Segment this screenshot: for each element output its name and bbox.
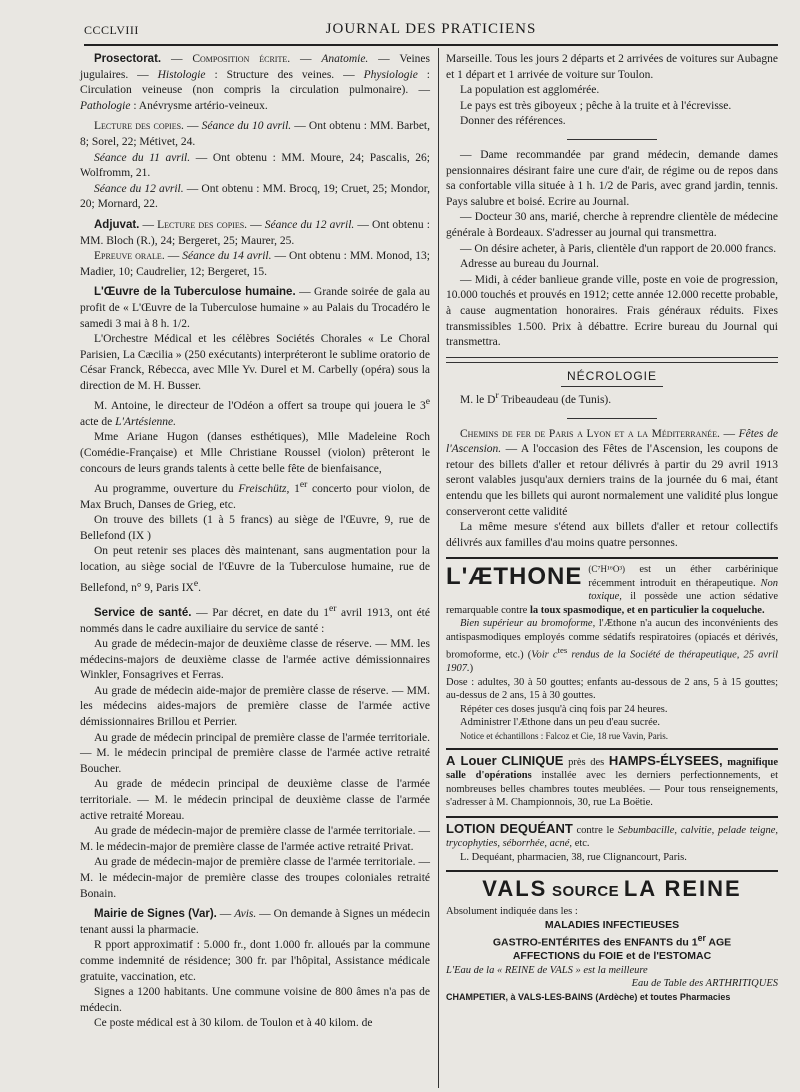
text-run: l'Æthone n'a aucun des inconvénients des antispasmodiques employés comme sédatifs respiratoires (opiacés et dérivés, bromoforme, etc.) ( — [446, 618, 778, 661]
text-run: Lecture des copies. — [94, 120, 184, 133]
text-run: L'Artésienne. — [115, 415, 177, 428]
text-run: Bien supérieur au bromoforme, — [460, 618, 596, 630]
text-run: — Ont obtenu : MM. Bloch (R.), 24; Bergeret, 25; Maurer, 25. — [80, 218, 430, 247]
clinique-advert — [446, 748, 778, 810]
text-run: Chemins de fer de Paris a Lyon et a la Méditerranée. — [460, 427, 720, 440]
text-run: Epreuve orale. — [94, 250, 165, 263]
text-run: Avis. — [234, 908, 257, 921]
text-run: Voir c — [531, 649, 558, 661]
annonce-clientele: — On désire acheter, à Paris, clientèle d'un rapport de 20.000 francs. — [460, 242, 777, 255]
text-run: Composition écrite. — [192, 53, 291, 65]
necrologie-title: NÉCROLOGIE — [561, 369, 663, 387]
vals-line5: L'Eau de la « REINE de VALS » est la meilleure — [446, 964, 648, 976]
text-run: la toux spasmodique, et en particulier la coqueluche. — [529, 604, 765, 616]
text-run: LOTION DEQUÉANT — [446, 820, 573, 836]
aethone-dose: Dose : adultes, 30 à 50 gouttes; enfants au-dessous de 2 ans, 5 à 15 gouttes; au-dessus de 2 ans, 15 à 30 gouttes. — [446, 676, 778, 702]
text-run: — Ont obtenu : MM. Brocq, 19; Cruet, 25; Mondor, 20; Mornard, 22. — [80, 182, 430, 211]
text-run: Tribeaudeau (de Tunis). — [498, 394, 612, 407]
text-run: — — [290, 53, 322, 65]
text-run: Non toxique, — [588, 577, 778, 603]
oeuvre-p3 — [80, 394, 430, 430]
signes-continued: Marseille. Tous les jours 2 départs et 2 arrivées de voitures sur Aubagne et 1 départ et 1 arrivée de voiture sur Toulon. — [446, 53, 778, 81]
text-run: Pathologie — [80, 99, 131, 112]
text-run: — On demande à Signes un médecin tenant aussi la pharmacie. — [80, 908, 430, 936]
signes-p4: Ce poste médical est à 30 kilom. de Toulon et à 40 kilom. de — [94, 1017, 373, 1030]
text-run: e — [425, 396, 430, 408]
signes-section: Mairie de Signes (Var). — Avis. — On demande à Signes un médecin tenant aussi la pharmacie. — [80, 908, 430, 936]
text-run: GASTRO-ENTÉRITES des ENFANTS du 1 — [492, 936, 698, 949]
text-run: HAMPS-ÉLYSEES, — [608, 752, 723, 768]
vals-line1: Absolument indiquée dans les : — [446, 906, 578, 918]
aethone-superieur — [446, 617, 778, 676]
adjuvat-section — [80, 218, 430, 249]
vals-advert — [446, 870, 778, 1003]
text-run: er — [328, 603, 337, 615]
text-run: installée avec les derniers perfectionnements, et nombreuses belles chambres toutes meublées. — Pour tous renseignements, s'adresser à M. Championnois, 30, rue La Boëtie. — [446, 770, 778, 809]
text-run: acte de — [80, 415, 116, 428]
section-rule — [567, 139, 657, 140]
oeuvre-p5 — [80, 477, 430, 513]
prosectorat-title: Prosectorat. — [94, 53, 162, 65]
text-run: — Par décret, en date du 1 — [191, 606, 329, 619]
chemins-de-fer — [446, 427, 778, 521]
signes-p3: Signes a 1200 habitants. Une commune voisine de 800 âmes n'a pas de médecin. — [80, 986, 430, 1014]
signes-title: Mairie de Signes (Var). — [94, 908, 217, 921]
text-run: er — [299, 479, 308, 491]
text-run: Séance du 12 avril. — [264, 218, 355, 231]
aethone-repeter: Répéter ces doses jusqu'à cinq fois par 24 heures. — [460, 703, 668, 715]
lotion-text — [446, 822, 778, 851]
left-column — [80, 52, 430, 1032]
text-run: rendus de la Société de thérapeutique, 25 avril 1907. — [446, 649, 778, 675]
clinique-text — [446, 754, 778, 810]
text-run: etc. — [572, 838, 590, 850]
double-rule — [446, 357, 778, 363]
oeuvre-p2: L'Orchestre Médical et les célèbres Sociétés Chorales « Le Choral Parisien, La Cæcilia » (250 exécutants) interpréteront le sublime oratorio de César Franck, Rébecca, avec Mlle Yv. Durel et M. Carbelly (opéra) sous la direction de M. H. Busser. — [80, 333, 430, 392]
text-run: On peut retenir ses places dès maintenant, sans augmentation pour la location, au siège social de l'Œuvre de la Tuberculose humaine, rue de Bellefond, n° 9, Paris IX — [80, 545, 430, 594]
text-run: AGE — [705, 936, 732, 949]
annonce-adresse: Adresse au bureau du Journal. — [460, 258, 599, 271]
text-run: Freischütz, — [238, 483, 290, 496]
text-run: A Louer — [446, 752, 497, 768]
vals-line3 — [446, 932, 778, 950]
text-run: : Anévrysme artério-veineux. — [130, 99, 268, 112]
text-run: tes — [557, 645, 568, 656]
text-run: M. le D — [460, 394, 496, 407]
text-run: magnifique salle d'opérations — [446, 756, 779, 782]
annonce-midi: — Midi, à céder banlieue grande ville, poste en voie de progression, 10.000 touchés et prouvés en 1912; cette année 12.000 recette probable, à cause augmentation honoraires. Frais généraux réduits. Fixes transmissibles 1.500. Prix à débattre. Ecrire bureau du Journal qui transmettra. — [446, 273, 778, 349]
text-run: (C⁷H¹⁶O³) — [588, 564, 626, 575]
text-run: il possède une action sédative remarquable contre — [446, 591, 778, 616]
vals-line2: MALADIES INFECTIEUSES — [544, 918, 680, 931]
text-run: — Grande soirée de gala au profit de « L'Œuvre de la Tuberculose humaine » au Palais du Trocadéro le samedi 3 mai à 8 h. 1/2. — [80, 286, 430, 330]
signes-population: La population est agglomérée. — [460, 84, 600, 97]
aethone-title: L'ÆTHONE — [446, 563, 583, 591]
text-run: Séance du 14 avril. — [182, 250, 272, 263]
signes-p2: R pport approximatif : 5.000 fr., dont 1.000 fr. alloués par la commune comme indemnité de résidence; 300 fr. par l'hôpital, Assistance médicale gratuite, vaccination, etc. — [80, 939, 430, 983]
sante-p3: Au grade de médecin aide-major de première classe de réserve. — MM. les médecins aides-majors de première classe de l'armée active démissionnaires Brillou et Perrier. — [80, 684, 430, 729]
text-run: : Circulation veineuse (non compris la circulation pulmonaire). — — [80, 68, 430, 97]
text-run: Histologie — [157, 68, 206, 81]
text-run: VALS — [482, 876, 548, 902]
aethone-advert — [446, 557, 778, 742]
text-run: . — [198, 581, 201, 594]
text-run: 1 — [289, 483, 300, 496]
text-run: concerto pour violon, de Max Bruch, Danses de Grieg, etc. — [80, 483, 430, 511]
text-run: — Veines jugulaires. — — [80, 53, 431, 81]
oeuvre-p4: Mme Ariane Hugon (danses esthétiques), Mlle Madeleine Roch (Comédie-Française) et Mlle Christiane Roussel (violon) prêteront le concours de leurs grands talents à cette belle fête de bienfaisance, — [80, 431, 430, 475]
lecture-s1: Lecture des copies. — Séance du 10 avril. — Ont obtenu : MM. Barbet, 8; Sorel, 22; Métivet, 24. — [80, 120, 430, 148]
text-run: — A l'occasion des Fêtes de l'Ascension, les coupons de retour des billets d'aller et retour délivrés à partir du 29 avril 1913 seront valables jusqu'aux derniers trains de la journée du 6 mai, étant entendu que les billets qui auront normalement une validité plus longue conserveront cette validité — [446, 443, 778, 518]
sante-title: Service de santé. — [94, 606, 192, 619]
oeuvre-title: L'Œuvre de la Tuberculose humaine. — [94, 286, 296, 299]
text-run: LA REINE — [623, 876, 742, 902]
text-run: Au programme, ouverture du — [94, 483, 239, 496]
text-run: M. Antoine, le directeur de l'Odéon a offert sa troupe qui jouera le 3 — [94, 400, 426, 413]
aethone-administrer: Administrer l'Æthone dans un peu d'eau sucrée. — [460, 717, 661, 729]
text-run: — — [719, 427, 739, 440]
text-run: — Lecture des copies. — — [139, 218, 265, 231]
text-run: — Ont obtenu : MM. Moure, 24; Pascalis, 26; Wolfromm, 21. — [80, 151, 430, 180]
text-run: — — [161, 53, 193, 65]
vals-line4: AFFECTIONS du FOIE et de l'ESTOMAC — [512, 950, 712, 963]
text-run: e — [193, 577, 199, 589]
necrologie-heading — [446, 369, 778, 385]
oeuvre-section — [80, 285, 430, 332]
text-run: avril 1913, ont été nommés dans le cadre auxiliaire du service de santé : — [80, 606, 430, 635]
lecture-s3 — [80, 182, 430, 213]
text-run: est un éther carbérinique récemment introduit en thérapeutique. — [588, 564, 778, 589]
column-divider — [438, 48, 439, 1088]
lecture-s2 — [80, 151, 430, 182]
sante-section — [80, 601, 430, 637]
text-run: SOURCE — [547, 883, 624, 901]
sante-p6: Au grade de médecin-major de première classe de l'armée territoriale. — M. le médecin-major de première classe de l'armée active retraité Privat. — [80, 825, 430, 853]
text-run: Séance du 10 avril. — [201, 120, 292, 133]
sante-p5: Au grade de médecin principal de deuxième classe de l'armée territoriale. — M. le médecin principal de deuxième classe de l'armée active retraité Moreau. — [80, 778, 430, 822]
aethone-notice: Notice et échantillons : Falcoz et Cie, 18 rue Vavin, Paris. — [460, 730, 669, 741]
oeuvre-p7 — [80, 544, 430, 596]
signes-pays: Le pays est très giboyeux ; pêche à la truite et à l'écrevisse. — [460, 99, 732, 112]
adjuvat-title: Adjuvat. — [94, 218, 140, 231]
text-run: Sebumbacille, calvitie, pelade teigne, trycophyties, séborrhée, acné, — [446, 824, 779, 850]
text-run: ) — [469, 663, 474, 675]
vals-line7: CHAMPETIER, à VALS-LES-BAINS (Ardèche) et toutes Pharmacies — [446, 991, 731, 1002]
text-run: près des — [568, 756, 605, 768]
text-run: er — [697, 933, 706, 944]
necrologie-entry — [446, 388, 778, 408]
text-run: : Structure des veines. — — [205, 68, 364, 81]
sante-p2: Au grade de médecin-major de deuxième classe de réserve. — MM. les médecins-majors de deuxième classe de l'armée active démissionnaires Winkler, Fonsagrives et Ferras. — [80, 638, 430, 682]
oeuvre-p6: On trouve des billets (1 à 5 francs) au siège de l'Œuvre, 9, rue de Bellefond (IX ) — [80, 514, 430, 542]
text-run: Séance du 12 avril. — [94, 182, 184, 195]
chemins-p2: La même mesure s'étend aux billets d'aller et retour collectifs délivrés aux familles d'au moins quatre personnes. — [446, 521, 778, 549]
text-run: Physiologie — [363, 68, 418, 81]
text-run: — Ont obtenu : MM. Barbet, 8; Sorel, 22; Métivet, 24. — [80, 120, 430, 148]
sante-p7: Au grade de médecin-major de première classe de l'armée territoriale. — M. le médecin-major de première classe des troupes coloniales retraité Bonain. — [80, 856, 430, 900]
text-run: Fêtes de l'Ascension. — [446, 427, 778, 456]
text-run: Anatomie. — [321, 53, 369, 65]
annonce-docteur: — Docteur 30 ans, marié, cherche à reprendre clientèle de médecine générale à Bordeaux. S'adresser au journal qui transmettra. — [446, 211, 778, 239]
section-rule — [567, 418, 657, 419]
text-run: contre le — [572, 824, 618, 836]
text-run: Séance du 11 avril. — [94, 151, 191, 164]
lotion-advert — [446, 816, 778, 865]
vals-title — [446, 876, 778, 905]
lotion-address: L. Dequéant, pharmacien, 38, rue Clignancourt, Paris. — [460, 851, 687, 863]
sante-p4: Au grade de médecin principal de première classe de l'armée territoriale. — M. le médecin principal de première classe de l'armée active retraité Boucher. — [80, 731, 430, 775]
text-run: CLINIQUE — [501, 752, 564, 768]
page-number: CCCLVIII — [84, 23, 139, 37]
page-header — [84, 20, 778, 46]
right-column — [446, 52, 778, 1003]
adjuvat-orale: Epreuve orale. — Séance du 14 avril. — Ont obtenu : MM. Monod, 13; Madier, 10; Caudrelier, 12; Bergeret, 15. — [80, 250, 430, 278]
prosectorat-section — [80, 52, 430, 114]
text-run: — Ont obtenu : MM. Monod, 13; Madier, 10; Caudrelier, 12; Bergeret, 15. — [80, 250, 430, 278]
journal-title: JOURNAL DES PRATICIENS — [325, 21, 537, 37]
text-run: r — [495, 390, 499, 402]
vals-line6: Eau de Table des ARTHRITIQUES — [631, 978, 778, 990]
annonce-dame: — Dame recommandée par grand médecin, demande dames pensionnaires désirant faire une cure d'air, de régime ou de repos dans sa confortable villa située à 1 h. 1/2 de Paris, avec grand jardin, tennis. Pays salubre et boisé. Ecrire au Journal. — [446, 148, 778, 208]
signes-references: Donner des références. — [460, 115, 566, 128]
